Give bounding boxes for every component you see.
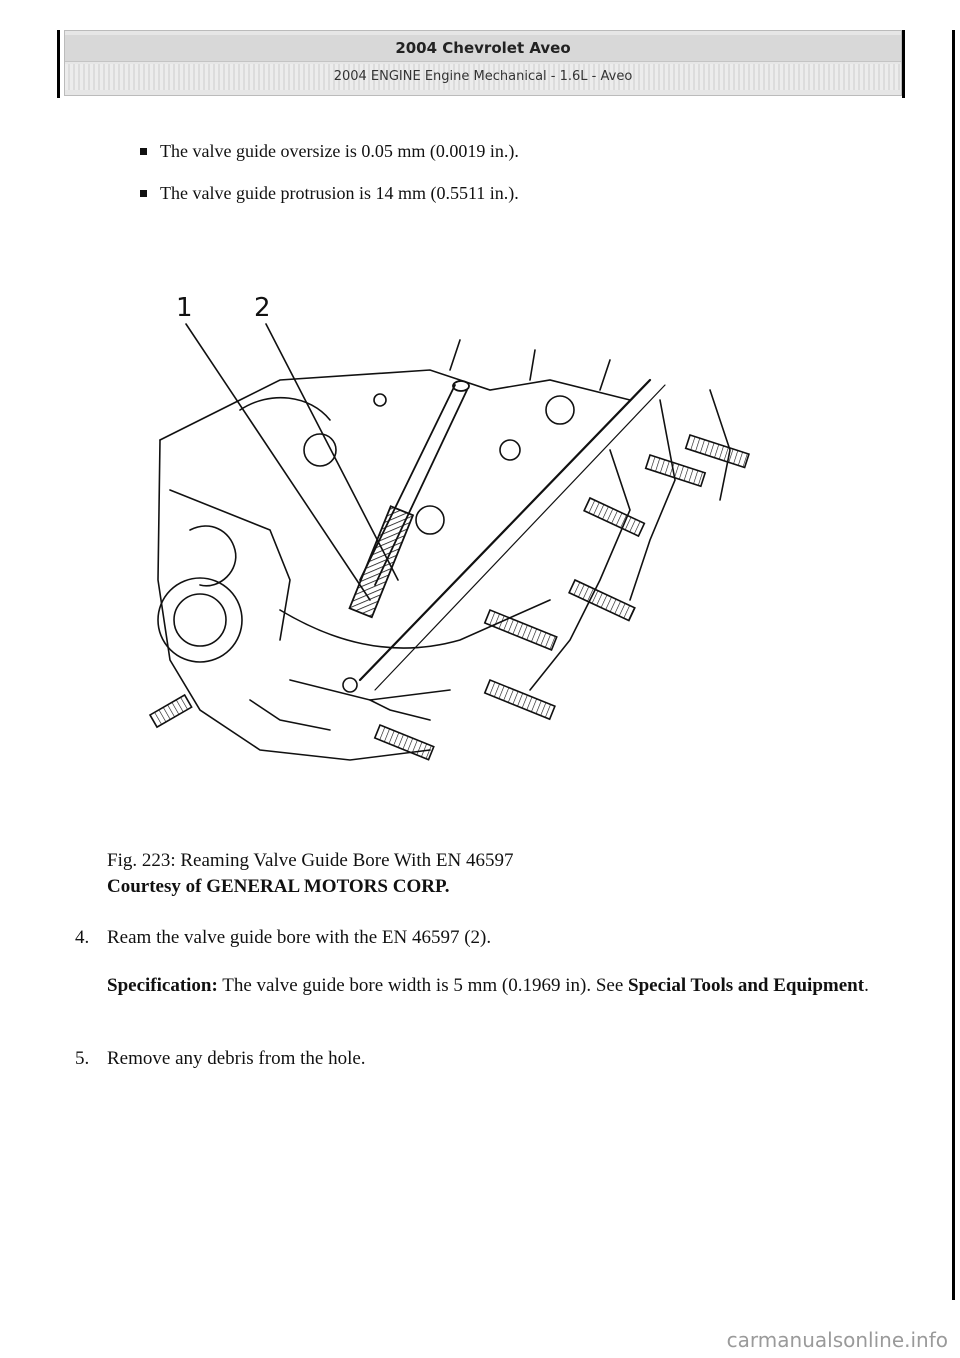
footer-watermark: carmanualsonline.info (726, 1328, 948, 1352)
note-list (140, 140, 519, 224)
document-header (64, 30, 902, 96)
step-text: Remove any debris from the hole. (107, 1048, 366, 1069)
spec-text-end: . (864, 975, 869, 996)
specification (107, 972, 907, 999)
document-subtitle: 2004 ENGINE Engine Mechanical - 1.6L - Aveo (65, 64, 901, 90)
figure-caption (107, 848, 513, 900)
note-item: The valve guide oversize is 0.05 mm (0.0019 in.). (140, 140, 519, 162)
header-rule-right (902, 30, 905, 98)
step-text: Ream the valve guide bore with the EN 46597 (2). (107, 927, 492, 948)
document-title: 2004 Chevrolet Aveo (65, 35, 901, 62)
callout-1: 1 (176, 293, 193, 323)
header-rule-left (57, 30, 60, 98)
caption-title: Fig. 223: Reaming Valve Guide Bore With EN 46597 (107, 850, 514, 871)
special-tools-link[interactable]: Special Tools and Equipment (628, 975, 865, 996)
step-number: 5. (75, 1048, 90, 1069)
page-rule-right (952, 30, 955, 1300)
spec-label: Specification: (107, 975, 218, 996)
caption-courtesy: Courtesy of GENERAL MOTORS CORP. (107, 876, 450, 897)
engine-illustration (130, 280, 770, 780)
step-number: 4. (75, 927, 90, 948)
callout-2: 2 (254, 293, 271, 323)
note-item: The valve guide protrusion is 14 mm (0.5511 in.). (140, 182, 519, 204)
spec-text: The valve guide bore width is 5 mm (0.1969 in). See (222, 975, 624, 996)
